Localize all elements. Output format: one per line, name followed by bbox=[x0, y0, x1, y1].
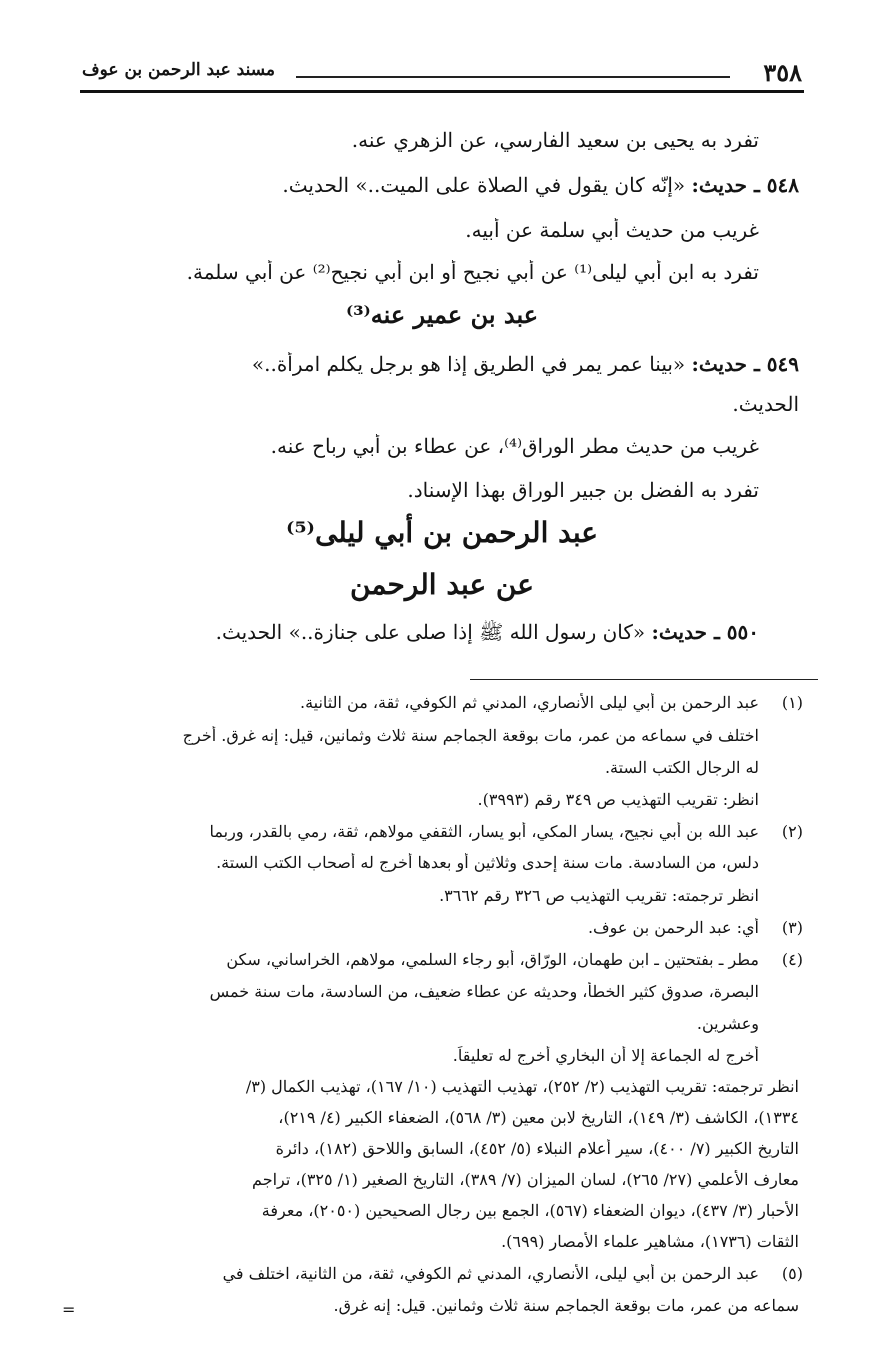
hadith-549 bbox=[82, 352, 799, 376]
section-heading: عبد الرحمن بن أبي ليلى⁽⁵⁾ bbox=[286, 516, 598, 549]
footnote-line: عبد الرحمن بن أبي ليلى الأنصاري، المدني ثم الكوفي، ثقة، من الثانية. bbox=[299, 693, 759, 712]
footnote-line: سماعه من عمر، مات بوقعة الجماجم سنة ثلاث وثمانين. قيل: إنه غرق. bbox=[333, 1296, 799, 1315]
footnote-line: مطر ـ بفتحتين ـ ابن طهمان، الورّاق، أبو رجاء السلمي، مولاهم، الخراساني، سكن bbox=[226, 950, 759, 969]
margin-mark: = bbox=[62, 1300, 76, 1319]
page-header bbox=[82, 54, 802, 90]
footnote-number: (٤) bbox=[781, 950, 803, 969]
text-line: تفرد به الفضل بن جبير الوراق بهذا الإسناد. bbox=[407, 478, 759, 502]
footnote-number: (١) bbox=[781, 693, 803, 712]
running-title: مسند عبد الرحمن بن عوف bbox=[82, 60, 275, 80]
hadith-number: ٥٤٨ ـ حديث: bbox=[691, 173, 799, 197]
hadith-number: ٥٥٠ ـ حديث: bbox=[651, 620, 759, 644]
header-rule bbox=[80, 90, 804, 93]
hadith-text: «إنّه كان يقول في الصلاة على الميت..» الحديث. bbox=[282, 173, 686, 197]
text-line: الحديث. bbox=[732, 392, 799, 416]
section-subheading: عن عبد الرحمن bbox=[350, 568, 534, 601]
footnote-line: انظر ترجمته: تقريب التهذيب (٢/ ٢٥٢)، تهذيب التهذيب (١٠/ ١٦٧)، تهذيب الكمال (٣/ bbox=[245, 1077, 799, 1096]
footnote-number: (٢) bbox=[781, 822, 803, 841]
footnote-line: له الرجال الكتب الستة. bbox=[604, 758, 759, 777]
hadith-text: «كان رسول الله ﷺ إذا صلى على جنازة..» الحديث. bbox=[215, 620, 646, 644]
footnote-line: أخرج له الجماعة إلا أن البخاري أخرج له تعليقاً. bbox=[452, 1046, 759, 1065]
footnote-line: وعشرين. bbox=[696, 1014, 759, 1033]
footnote-line: انظر ترجمته: تقريب التهذيب ص ٣٢٦ رقم ٣٦٦٢. bbox=[439, 886, 759, 905]
header-dash bbox=[296, 76, 730, 78]
footnote-line: البصرة، صدوق كثير الخطأ، وحديثه عن عطاء ضعيف، من السادسة، مات سنة خمس bbox=[209, 982, 759, 1001]
section-heading: عبد بن عمير عنه⁽³⁾ bbox=[345, 300, 539, 329]
text-line: غريب من حديث مطر الوراق⁽⁴⁾، عن عطاء بن أبي رباح عنه. bbox=[270, 434, 759, 458]
footnote-separator bbox=[470, 679, 818, 680]
text-line: تفرد به يحيى بن سعيد الفارسي، عن الزهري عنه. bbox=[351, 128, 759, 152]
hadith-548 bbox=[82, 173, 799, 197]
footnote-line: الأحبار (٣/ ٤٣٧)، ديوان الضعفاء (٥٦٧)، الجمع بين رجال الصحيحين (٢٠٥٠)، معرفة bbox=[261, 1201, 799, 1220]
footnote-line: معارف الأعلمي (٢٧/ ٢٦٥)، لسان الميزان (٧/ ٣٨٩)، التاريخ الصغير (١/ ٣٢٥)، تراجم bbox=[252, 1170, 799, 1189]
hadith-550 bbox=[82, 620, 759, 649]
footnote-line: انظر: تقريب التهذيب ص ٣٤٩ رقم (٣٩٩٣). bbox=[477, 790, 759, 809]
footnote-line: التاريخ الكبير (٧/ ٤٠٠)، سير أعلام النبلاء (٥/ ٤٥٢)، السابق واللاحق (١٨٢)، دائرة bbox=[275, 1139, 799, 1158]
footnote-line: عبد الله بن أبي نجيح، يسار المكي، أبو يسار، الثقفي مولاهم، ثقة، رمي بالقدر، وربما bbox=[209, 822, 759, 841]
footnote-line: دلس، من السادسة. مات سنة إحدى وثلاثين أو بعدها أخرج له أصحاب الكتب الستة. bbox=[216, 853, 759, 872]
text-line: تفرد به ابن أبي ليلى⁽¹⁾ عن أبي نجيح أو ابن أبي نجيح⁽²⁾ عن أبي سلمة. bbox=[186, 260, 759, 284]
hadith-text: «بينا عمر يمر في الطريق إذا هو برجل يكلم امرأة..» bbox=[251, 352, 686, 376]
footnote-line: اختلف في سماعه من عمر، مات بوقعة الجماجم سنة ثلاث وثمانين، قيل: إنه غرق. أخرج bbox=[182, 726, 759, 745]
footnote-line: عبد الرحمن بن أبي ليلى، الأنصاري، المدني ثم الكوفي، ثقة، من الثانية، اختلف في bbox=[222, 1264, 759, 1283]
text-line: غريب من حديث أبي سلمة عن أبيه. bbox=[465, 218, 759, 242]
page-number: ٣٥٨ bbox=[763, 58, 802, 87]
footnote-line: الثقات (١٧٣٦)، مشاهير علماء الأمصار (٦٩٩). bbox=[501, 1232, 799, 1251]
hadith-number: ٥٤٩ ـ حديث: bbox=[691, 352, 799, 376]
footnote-line: أي: عبد الرحمن بن عوف. bbox=[587, 918, 759, 937]
footnote-number: (٥) bbox=[781, 1264, 803, 1283]
footnote-line: ١٣٣٤)، الكاشف (٣/ ١٤٩)، التاريخ لابن معين (٣/ ٥٦٨)، الضعفاء الكبير (٤/ ٢١٩)، bbox=[278, 1108, 799, 1127]
footnote-number: (٣) bbox=[781, 918, 803, 937]
